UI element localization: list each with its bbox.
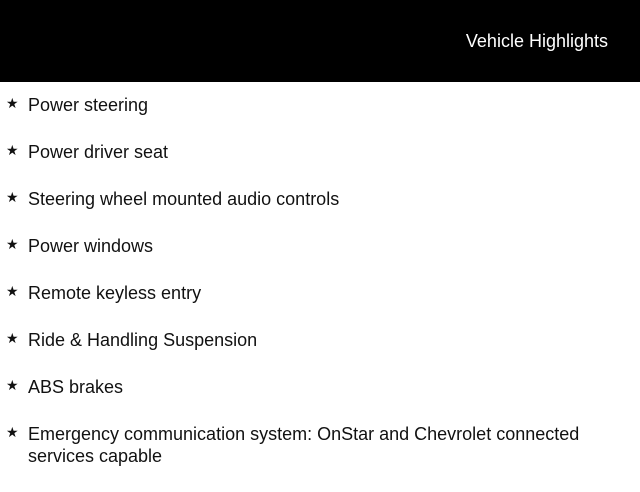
highlight-label: Ride & Handling Suspension xyxy=(28,330,258,350)
list-item xyxy=(0,376,640,398)
star-icon: ★ xyxy=(6,283,19,299)
list-item xyxy=(0,141,640,163)
star-icon: ★ xyxy=(6,424,19,440)
header-bar xyxy=(0,0,640,82)
highlight-label: Power windows xyxy=(28,236,154,256)
highlight-label: Power steering xyxy=(28,95,149,115)
highlights-list xyxy=(0,94,640,492)
list-item xyxy=(0,282,640,304)
highlight-label: Steering wheel mounted audio controls xyxy=(28,189,340,209)
list-item xyxy=(0,329,640,351)
list-item xyxy=(0,188,640,210)
star-icon: ★ xyxy=(6,377,19,393)
star-icon: ★ xyxy=(6,142,19,158)
list-item xyxy=(0,423,640,467)
highlight-label: ABS brakes xyxy=(28,377,124,397)
page-title: Vehicle Highlights xyxy=(465,31,608,51)
highlight-label: Emergency communication system: OnStar and Chevrolet connected services capable xyxy=(28,424,580,466)
list-item xyxy=(0,94,640,116)
star-icon: ★ xyxy=(6,330,19,346)
star-icon: ★ xyxy=(6,236,19,252)
star-icon: ★ xyxy=(6,189,19,205)
star-icon: ★ xyxy=(6,95,19,111)
list-item xyxy=(0,235,640,257)
highlight-label: Remote keyless entry xyxy=(28,283,202,303)
highlight-label: Power driver seat xyxy=(28,142,169,162)
